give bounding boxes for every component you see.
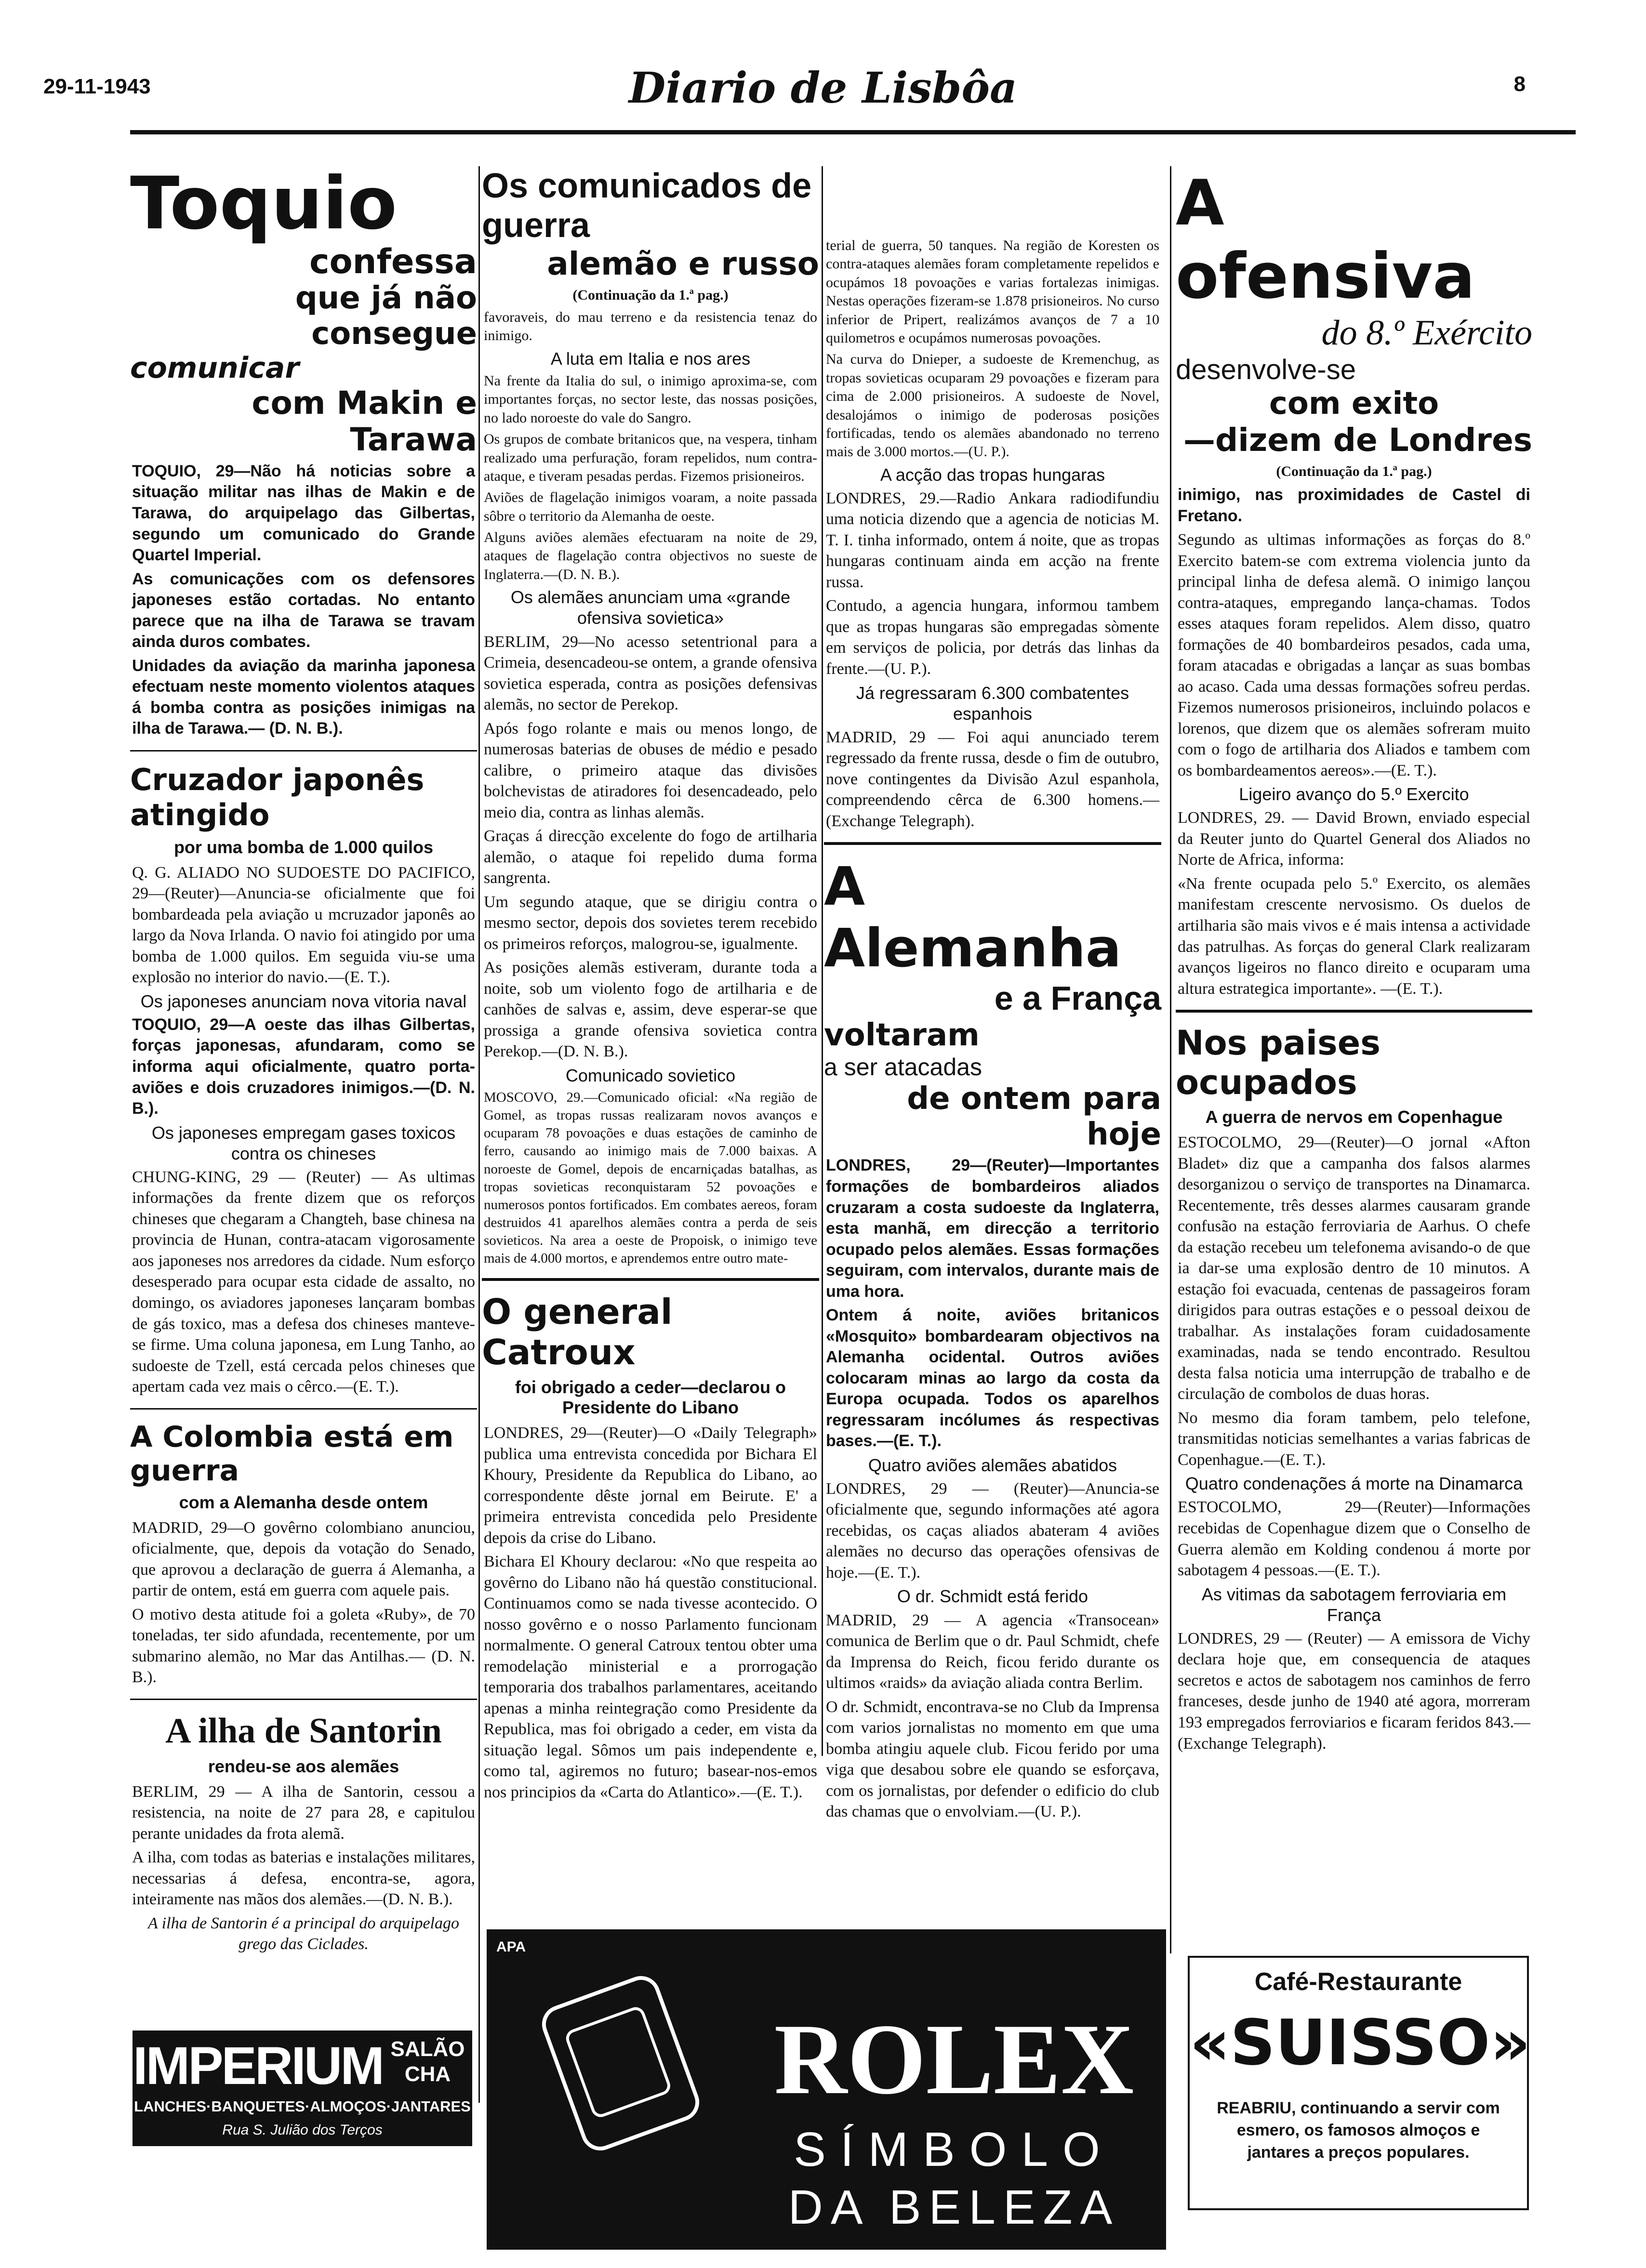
deck-line: com exito	[1269, 386, 1439, 422]
article-paragraph: inimigo, nas proximidades de Castel di Fretano.	[1178, 486, 1530, 525]
article-paragraph: Q. G. ALIADO NO SUDOESTE DO PACIFICO, 29—(Reuter)—Anuncia-se oficialmente que foi bombardeada pela aviação u mcruzador japonês ao largo da Nova Irlanda. O navio foi atingido por uma bomba de 1.000 quilos. Em seguida viu-se uma explosão no interior do navio.—(E. T.).	[132, 863, 475, 987]
deck-line: a ser atacadas	[824, 1054, 982, 1081]
headline-santorin: A ilha de Santorin	[165, 1711, 442, 1751]
deck-line: de ontem para hoje	[907, 1081, 1161, 1153]
column-4	[1176, 166, 1532, 1953]
subheadline: Já regressaram 6.300 combatentes espanhois	[856, 683, 1129, 724]
article-paragraph: Graças á direcção excelente do fogo de artilharia alemão, o ataque foi repelido duma forma sangrenta.	[484, 827, 817, 887]
headline-alemanha: A Alemanha	[824, 856, 1122, 979]
ad-text: DA BELEZA	[788, 2180, 1120, 2234]
article-paragraph: LONDRES, 29 — (Reuter) — A emissora de Vichy declara hoje que, em consequencia de ataques secretos e actos de sabotagem nos caminhos de ferro franceses, desde junho de 1940 até agora, morreram 193 empregados ferroviarios e ficaram feridos 843.— (Exchange Telegraph).	[1178, 1629, 1530, 1753]
deck-line: desenvolve-se	[1176, 354, 1356, 385]
article-paragraph: CHUNG-KING, 29 — (Reuter) — As ultimas informações da frente dizem que os reforços chineses que chegaram a Changteh, base chinesa na provincia de Hunan, contra-atacam vigorosamente aos japoneses nos arredores da cidade. Num esforço desesperado para ocupar esta cidade de assalto, no domingo, os aviadores japoneses lançaram bombas de gás toxico, mas a defesa dos chineses manteve-se firme. Uma coluna japonesa, em Lung Tanho, ao sudoeste de Tzell, está cercada pelos chineses que apertam cada vez mais o cêrco.—(E. T.).	[132, 1168, 475, 1396]
article-paragraph: TOQUIO, 29—A oeste das ilhas Gilbertas, forças japonesas, afundaram, como se informa aqui oficialmente, quatro porta-aviões e dois cruzadores inimigos.—(D. N. B.).	[132, 1015, 475, 1118]
ad-brand: IMPERIUM	[133, 2036, 383, 2096]
subheadline: Ligeiro avanço do 5.º Exercito	[1239, 784, 1469, 804]
deck-line: do 8.º Exército	[1321, 313, 1532, 353]
subheadline: por uma bomba de 1.000 quilos	[173, 837, 434, 857]
headline-catroux: O general Catroux	[482, 1292, 673, 1373]
watch-icon	[537, 1971, 705, 2156]
article-note: A ilha de Santorin é a principal do arquipelago grego das Ciclades.	[148, 1914, 459, 1953]
deck-line: voltaram	[824, 1017, 980, 1054]
subheadline: Quatro condenações á morte na Dinamarca	[1185, 1474, 1523, 1494]
divider	[130, 1408, 477, 1410]
ad-text: REABRIU, continuando a servir com esmero, os famosos almoços e jantares a preços populares.	[1217, 2099, 1500, 2162]
article-paragraph: MADRID, 29—O govêrno colombiano anunciou, oficialmente, que, depois da votação do Senado, que aprovou a declaração de guerra á Alemanha, a partir de ontem, está em guerra com aquele pais.	[132, 1518, 475, 1600]
article-paragraph: Ontem á noite, aviões britanicos «Mosquito» bombardearam objectivos na Alemanha ocidental. Outros aviões colocaram minas ao largo da costa da Europa ocupada. Todos os aparelhos regressaram incólumes ás respectivas bases.—(E. T.).	[826, 1306, 1159, 1450]
masthead	[0, 0, 1646, 125]
article-paragraph: favoraveis, do mau terreno e da resistencia tenaz do inimigo.	[484, 309, 817, 344]
subheadline: O dr. Schmidt está ferido	[897, 1586, 1088, 1607]
subheadline: A guerra de nervos em Copenhague	[1205, 1107, 1503, 1127]
ad-address: Rua S. Julião dos Terços	[222, 2122, 383, 2138]
subheadline: Os japoneses anunciam nova vitoria naval	[140, 991, 467, 1011]
column-1	[130, 162, 477, 2103]
subheadline: rendeu-se aos alemães	[208, 1756, 399, 1776]
article-paragraph: LONDRES, 29.—Radio Ankara radiodifundiu uma noticia dizendo que a agencia de noticias M. T. I. tinha informado, ontem á noite, que as tropas hungaras continuam ainda em acção na frente russa.	[826, 489, 1159, 591]
article-paragraph: As comunicações com os defensores japoneses estão cortadas. No entanto parece que na ilha de Tarawa se travam ainda duros combates.	[132, 569, 475, 651]
article-paragraph: Contudo, a agencia hungara, informou tambem que as tropas hungaras são empregadas sòmente em serviços de policia, por detrás das linhas da frente.—(U. P.).	[826, 597, 1159, 678]
ad-text: SÍMBOLO	[794, 2123, 1115, 2176]
ad-brand: «SUISSO»	[1190, 2006, 1531, 2079]
masthead-rule	[130, 130, 1576, 134]
headline-paises-ocupados: Nos paises ocupados	[1176, 1023, 1381, 1103]
column-divider	[822, 166, 823, 1756]
imperium-ad	[133, 2031, 472, 2146]
deck-line: que já não consegue	[295, 280, 477, 352]
article-paragraph: terial de guerra, 50 tanques. Na região de Koresten os contra-ataques alemães foram completamente repelidos e ocupámos 18 povoações e varias fortalezas inimigas. Nestas operações fizeram-se 1.878 prisioneiros. No curso inferior de Pripert, realizámos avanços de 7 a 10 quilometros e ocupámos numerosas povoações.	[826, 237, 1159, 346]
divider	[482, 1278, 819, 1281]
article-paragraph: ESTOCOLMO, 29—(Reuter)—O jornal «Afton Bladet» diz que a campanha dos falsos alarmes desorganizou o serviço de transportes na Dinamarca. Recentemente, três desses alarmes causaram grande confusão na estação ferroviaria de Aarhus. O chefe da estação recebeu um telefonema avisando-o de que ia dar-se uma explosão dentro de 10 minutos. A estação foi evacuada, centenas de passageiros foram dirigidos para outras estações e o pessoal deixou de trabalhar. As instalações foram cuidadosamente examinadas, nada se tendo encontrado. Resultou desta falsa noticia uma interrupção de trabalho e de circulação de combolos de duas horas.	[1178, 1134, 1530, 1403]
deck-line: alemão e russo	[547, 245, 819, 282]
deck-line: confessa	[309, 241, 477, 281]
article-paragraph: O motivo desta atitude foi a goleta «Ruby», de 70 toneladas, ter sido afundada, recentemente, por um submarino alemão, no Mar das Antilhas.— (D. N. B.).	[132, 1605, 475, 1687]
article-paragraph: Aviões de flagelação inimigos voaram, a noite passada sôbre o territorio da Alemanha de oeste.	[484, 489, 817, 524]
article-paragraph: Bichara El Khoury declarou: «No que respeita ao govêrno do Libano não há questão constitucional. Continuamos como se nada tivesse acontecido. O nosso govêrno e o nosso Parlamento funcionam normalmente. O general Catroux tentou obter uma remodelação ministerial e a prorrogação temporaria dos trabalhos parlamentares, aceitando apenas a minha reintegração como Presidente da Republica, mas foi obrigado a ceder, em vista da situação legal. Sômos um pais independente e, como tal, agiremos no futuro; basear-nos-emos nos principios da «Carta do Atlantico».—(E. T.).	[484, 1553, 817, 1801]
article-paragraph: LONDRES, 29 — (Reuter)—Anuncia-se oficialmente que, segundo informações até agora recebidas, os caças aliados abateram 4 aviões alemães no decurso das operações ofensivas de hoje.—(E. T.).	[826, 1479, 1159, 1582]
headline-comunicados: Os comunicados de guerra	[482, 167, 812, 245]
article-paragraph: Na frente da Italia do sul, o inimigo aproxima-se, com importantes forças, no sector leste, das nossas posições, no lado noroeste do vale do Sangro.	[484, 372, 817, 426]
article-paragraph: MOSCOVO, 29.—Comunicado oficial: «Na região de Gomel, as tropas russas realizaram novos avanços e ocuparam 78 povoações e duas estações de caminho de ferro, causando ao inimigo mais de 7.000 baixas. A noroeste de Gomel, depois de encarniçadas batalhas, as tropas sovieticas reconquistaram 52 povoações e numerosos pontos fortificados. Em combates aereos, foram destruidos 41 aparelhos alemães contra a perda de seis sovieticos. Na area a oeste de Propoisk, o inimigo teve mais de 4.000 mortos, e aprendemos entre outro mate-	[484, 1090, 817, 1266]
column-divider	[1170, 166, 1171, 1953]
ad-title: Café-Restaurante	[1254, 1968, 1462, 1996]
ad-tag: APA	[496, 1939, 526, 1955]
subheadline: Quatro aviões alemães abatidos	[868, 1455, 1117, 1475]
subheadline: com a Alemanha desde ontem	[179, 1492, 428, 1512]
article-paragraph: TOQUIO, 29—Não há noticias sobre a situação militar nas ilhas de Makin e de Tarawa, do arquipelago das Gilbertas, segundo um comunicado do Grande Quartel Imperial.	[132, 462, 475, 565]
newspaper-title: Diario de Lisbôa	[628, 63, 1018, 113]
subheadline: Comunicado sovietico	[565, 1065, 736, 1085]
subheadline: Os alemães anunciam uma «grande ofensiva sovietica»	[510, 587, 791, 628]
continuation-note: (Continuação da 1.ª pag.)	[572, 287, 729, 303]
deck-line: —dizem de Londres	[1183, 422, 1532, 459]
page-number: 8	[1513, 72, 1526, 96]
subheadline: foi obrigado a ceder—declarou o Presidente do Libano	[515, 1377, 786, 1418]
deck-line: comunicar	[130, 351, 299, 385]
deck-line: com Makin e Tarawa	[252, 384, 477, 459]
article-paragraph: MADRID, 29 — A agencia «Transocean» comunica de Berlim que o dr. Paul Schmidt, chefe da Imprensa do Reich, ficou ferido durante os ultimos «raids» da aviação aliada contra Berlim.	[826, 1611, 1159, 1692]
article-paragraph: Alguns aviões alemães efectuaram na noite de 29, ataques de flagelação contra objectivos no sueste de Inglaterra.—(D. N. B.).	[484, 529, 817, 582]
divider	[130, 1699, 477, 1700]
ad-text: SALÃO	[390, 2037, 465, 2061]
column-divider	[478, 166, 480, 2103]
subheadline: A luta em Italia e nos ares	[550, 348, 751, 369]
article-paragraph: No mesmo dia foram tambem, pelo telefone, transmitidas noticias semelhantes a varias fabricas de Copenhague.—(E. T.).	[1178, 1409, 1530, 1469]
headline-colombia: A Colombia está em guerra	[130, 1420, 454, 1488]
article-paragraph: LONDRES, 29—(Reuter)—O «Daily Telegraph» publica uma entrevista concedida por Bichara El Khoury, Presidente da Republica do Libano, ao correspondente dêste jornal em Beirute. E' a primeira entrevista concedida pelo Presidente depois da crise do Libano.	[484, 1424, 817, 1547]
article-paragraph: «Na frente ocupada pelo 5.º Exercito, os alemães manifestam crescente nervosismo. Os duelos de artilharia são mais vivos e é mais intensa a actividade das patrulhas. As forças do general Clark realizaram avanços ligeiros no flanco direito e ocuparam uma altura estrategica importante». —(E. T.).	[1178, 874, 1530, 998]
article-paragraph: ESTOCOLMO, 29—(Reuter)—Informações recebidas de Copenhague dizem que o Conselho de Guerra alemão em Kolding condenou á morte por sabotagem 4 pessoas.—(E. T.).	[1178, 1498, 1530, 1580]
issue-date: 29-11-1943	[43, 75, 151, 98]
article-paragraph: Os grupos de combate britanicos que, na vespera, tinham realizado uma perfuração, foram repelidos, num contra-ataque, e tiveram pesadas perdas. Fizemos prisioneiros.	[484, 431, 817, 484]
article-paragraph: LONDRES, 29—(Reuter)—Importantes formações de bombardeiros aliados cruzaram a costa sudoeste da Inglaterra, esta manhã, em direcção a territorio ocupado pelos alemães. Essas formações seguiram, com intervalos, durante mais de uma hora.	[826, 1156, 1159, 1301]
article-paragraph: O dr. Schmidt, encontrava-se no Club da Imprensa com varios jornalistas no momento em que uma bomba atingiu aquele club. Ficou ferido por uma viga que desabou sobre ele quando se esforçava, com os jornalistas, por defender o edificio do club das chamas que o envolviam.—(U. P.).	[826, 1698, 1159, 1821]
headline-toquio: Toquio	[130, 162, 398, 246]
article-paragraph: A ilha, com todas as baterias e instalações militares, necessarias á defesa, encontra-se, agora, inteiramente nas mãos dos alemães.—(D. N. B.).	[132, 1848, 475, 1909]
article-paragraph: Segundo as ultimas informações as forças do 8.º Exercito batem-se com extrema violencia junto da principal linha de defesa alemã. O inimigo lançou contra-ataques, empregando lança-chamas. Todos esses ataques foram repelidos. Alem disso, quatro formações de 40 bombardeiros pesados, cada uma, foram atacadas e obrigadas a lançar as suas bombas ao acaso. Cada uma dessas formações sofreu perdas. Fizemos numerosos prisioneiros, incluindo polacos e lorenos, que dizem que os alemães sofreram muito com o fogo de artilharia dos Aliados e tambem com os bombardeamentos aereos».—(E. T.).	[1178, 531, 1530, 779]
article-paragraph: MADRID, 29 — Foi aqui anunciado terem regressado da frente russa, desde o fim de outubro, nove contingentes da Divisão Azul espanhola, compreendendo cêrca de 6.300 homens.— (Exchange Telegraph).	[826, 728, 1159, 830]
article-paragraph: Na curva do Dnieper, a sudoeste de Kremenchug, as tropas sovieticas ocuparam 29 povoações e fizeram para cima de 2.000 prisioneiros. A sudoeste de Novel, desalojámos o inimigo de poderosas posições fortificadas, tendo os alemães abandonado no terreno mais de 3.000 mortos.—(U. P.).	[826, 351, 1159, 460]
article-paragraph: LONDRES, 29. — David Brown, enviado especial da Reuter junto do Quartel General dos Aliados no Norte de Africa, informa:	[1178, 809, 1530, 869]
article-paragraph: Após fogo rolante e mais ou menos longo, de numerosas baterias de obuses de médio e pesado calibre, o primeiro ataque das divisões bolchevistas de atiradores foi desencadeado, pelo meio dia, contra as linhas alemãs.	[484, 719, 817, 821]
article-paragraph: Um segundo ataque, que se dirigiu contra o mesmo sector, depois dos sovietes terem recebido os primeiros reforços, malogrou-se, igualmente.	[484, 893, 817, 953]
ad-brand: ROLEX	[774, 2004, 1134, 2115]
divider	[130, 750, 477, 752]
article-paragraph: BERLIM, 29—No acesso setentrional para a Crimeia, desencadeou-se ontem, a grande ofensiva sovietica esperada, contra as posições defensivas alemãs, no sector de Perekop.	[484, 633, 817, 714]
article-paragraph: As posições alemãs estiveram, durante toda a noite, sob um violento fogo de artilharia e de canhões de salvas e, assim, deve esperar-se que prossiga a grande ofensiva sovietica contra Perekop.—(D. N. B.).	[484, 959, 817, 1061]
subheadline: Os japoneses empregam gases toxicos contra os chineses	[151, 1122, 456, 1163]
rolex-ad	[487, 1929, 1166, 2250]
article-paragraph: BERLIM, 29 — A ilha de Santorin, cessou a resistencia, na noite de 27 para 28, e capitulou perante unidades da frota alemã.	[132, 1782, 475, 1843]
deck-line: e a França	[994, 979, 1161, 1017]
article-paragraph: Unidades da aviação da marinha japonesa efectuam neste momento violentos ataques á bomba contra as posições inimigas na ilha de Tarawa.— (D. N. B.).	[132, 656, 475, 738]
divider	[1176, 1010, 1532, 1013]
column-3	[824, 166, 1161, 1821]
subheadline: A acção das tropas hungaras	[880, 464, 1105, 485]
headline-cruzador: Cruzador japonês atingido	[130, 762, 425, 832]
suisso-ad	[1188, 1956, 1529, 2210]
continuation-note: (Continuação da 1.ª pag.)	[1276, 463, 1432, 479]
headline-ofensiva: A ofensiva	[1176, 166, 1475, 313]
column-2	[482, 166, 819, 1801]
ad-text: CHA	[404, 2062, 451, 2086]
subheadline: As vitimas da sabotagem ferroviaria em França	[1201, 1584, 1507, 1625]
ad-text: LANCHES·BANQUETES·ALMOÇOS·JANTARES	[134, 2098, 471, 2115]
divider	[824, 842, 1161, 845]
